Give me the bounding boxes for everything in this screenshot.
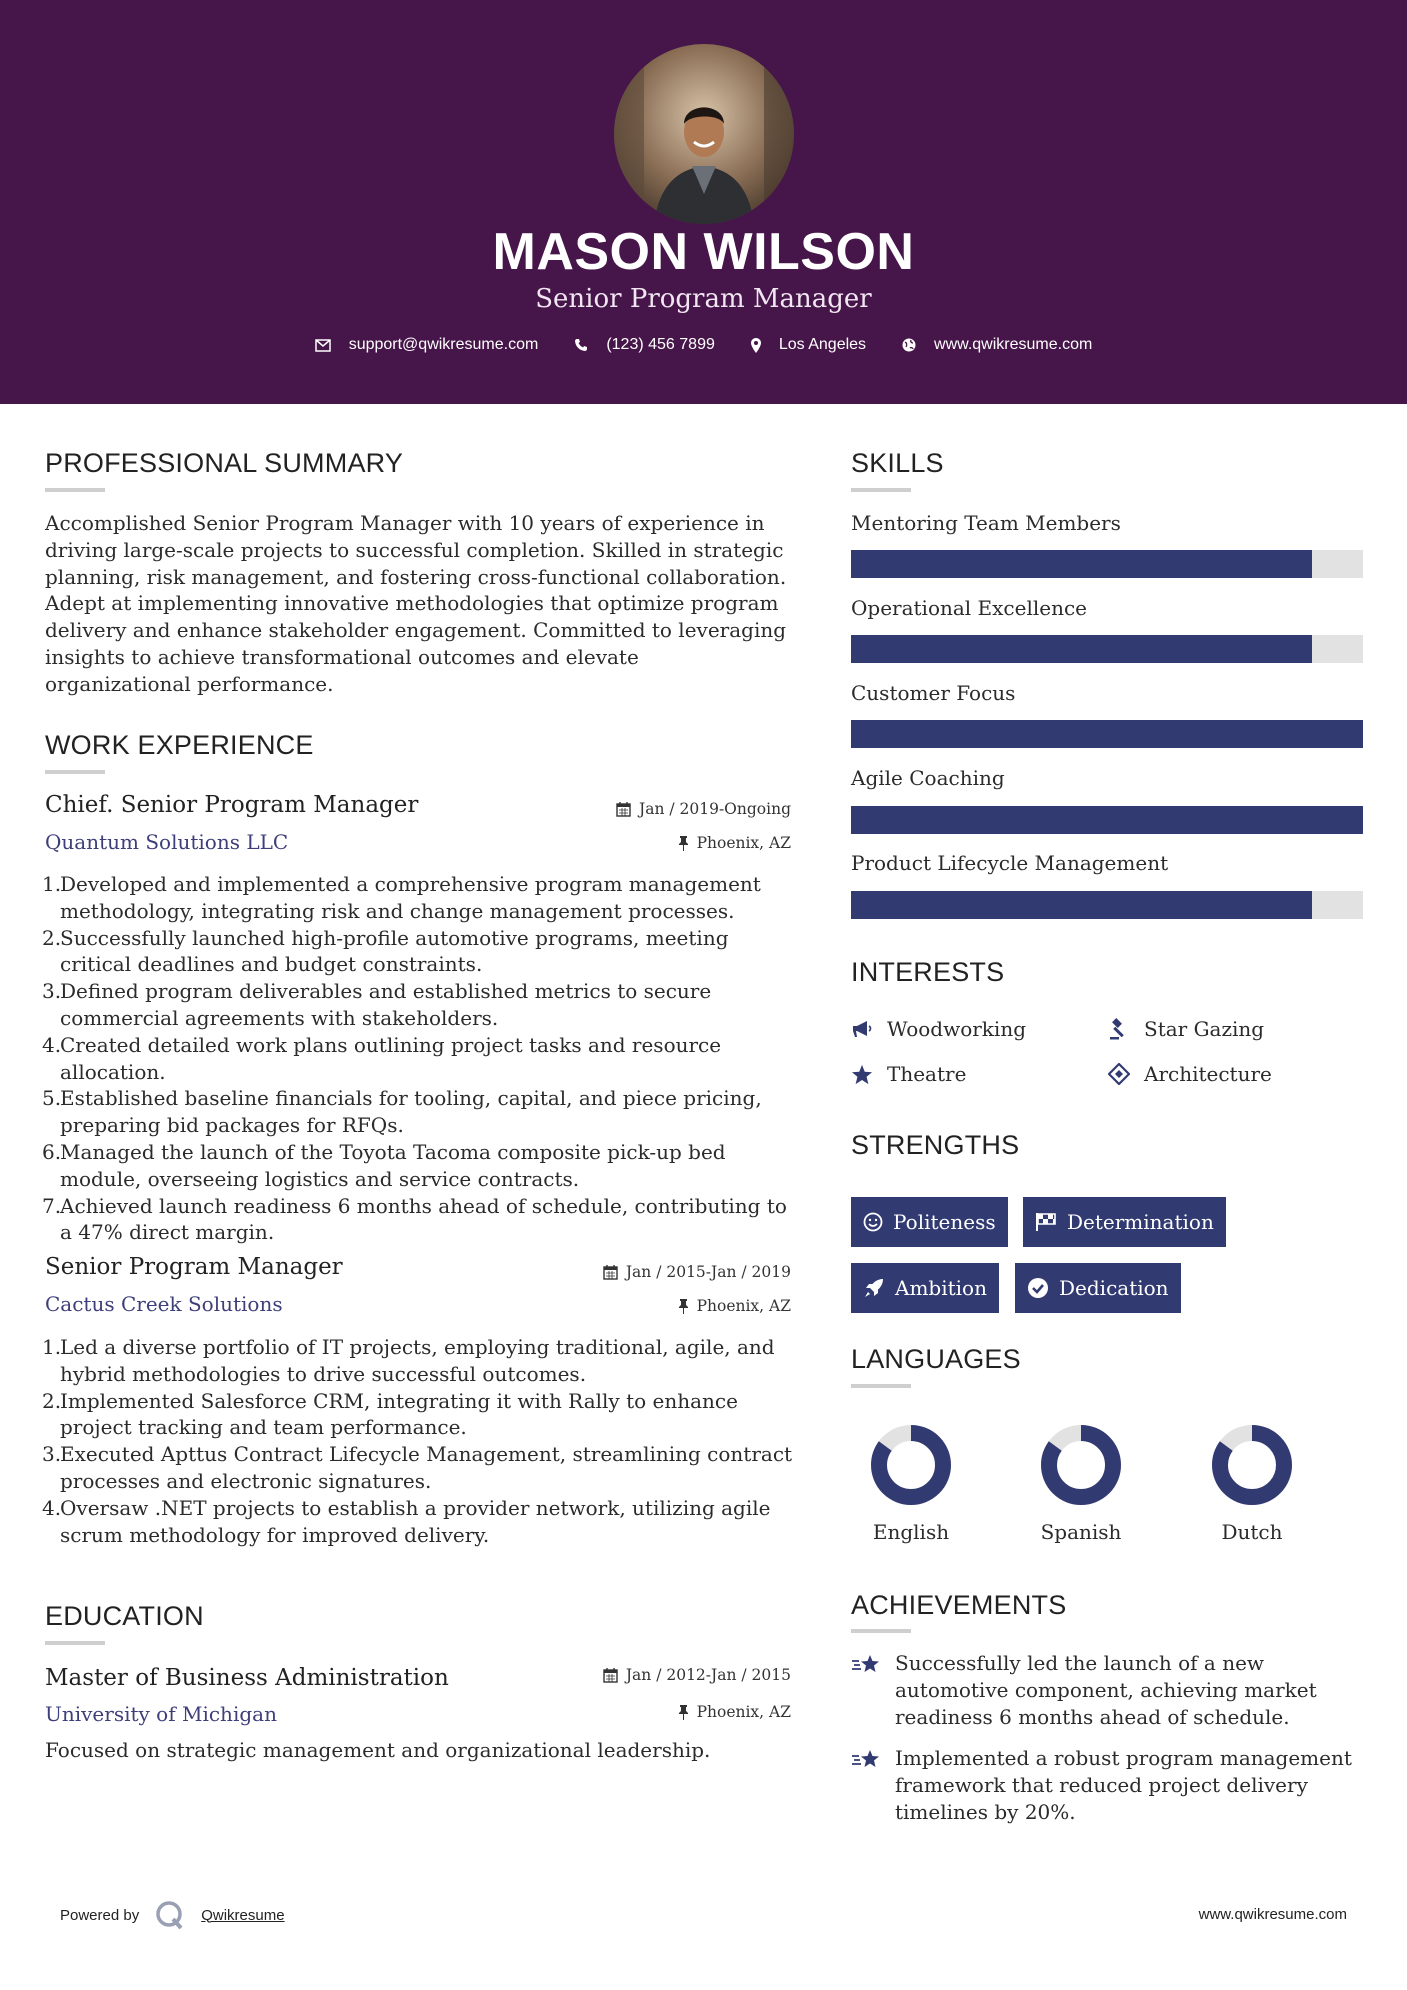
degree-title: Master of Business Administration	[45, 1665, 449, 1691]
strength-label: Determination	[1067, 1210, 1214, 1234]
education-description: Focused on strategic management and organizational leadership.	[45, 1738, 711, 1762]
list-item: 3. Executed Apttus Contract Lifecycle Management, streamlining contract processes and electronic signatures.	[42, 1442, 793, 1493]
interests-heading: INTERESTS	[851, 957, 1005, 987]
pushpin-icon	[678, 836, 689, 851]
interest-item	[851, 1062, 966, 1086]
list-item: 1. Led a diverse portfolio of IT projects, employing traditional, agile, and hybrid methodologies to drive successful outcomes.	[42, 1335, 775, 1386]
contact-website[interactable]	[902, 336, 1092, 354]
powered-by-text: Powered by	[60, 1906, 140, 1924]
map-pin-icon	[751, 338, 761, 353]
job-location-text: Phoenix, AZ	[696, 834, 791, 852]
list-item: 4. Created detailed work plans outlining project tasks and resource allocation.	[42, 1032, 722, 1084]
star-icon	[851, 1064, 873, 1085]
footer-website[interactable]: www.qwikresume.com	[1198, 1906, 1347, 1923]
interest-label: Woodworking	[887, 1017, 1027, 1041]
flag-icon	[1035, 1212, 1057, 1232]
contact-location-text: Los Angeles	[778, 336, 867, 353]
pushpin-icon	[678, 1299, 689, 1314]
skill-bar	[851, 550, 1363, 578]
job-location-text: Phoenix, AZ	[696, 1297, 791, 1315]
contact-email-text: support@qwikresume.com	[348, 336, 539, 353]
candidate-title: Senior Program Manager	[535, 284, 872, 314]
education-dates	[500, 1666, 791, 1684]
rocket-icon	[863, 1277, 885, 1299]
achievement-item	[851, 1650, 1371, 1730]
gavel-icon	[1108, 1018, 1130, 1040]
interest-item	[1108, 1017, 1264, 1041]
contact-website-text: www.qwikresume.com	[934, 336, 1093, 353]
skills-heading: SKILLS	[851, 448, 944, 478]
experience-heading: WORK EXPERIENCE	[45, 730, 314, 760]
job-title: Chief. Senior Program Manager	[45, 792, 419, 818]
check-circle-icon	[1027, 1277, 1049, 1299]
shooting-star-icon	[851, 1652, 883, 1678]
language-item	[1192, 1420, 1312, 1544]
list-item: 7. Achieved launch readiness 6 months ahead of schedule, contributing to a 47% direct margin.	[42, 1193, 787, 1245]
contact-bar	[0, 336, 1407, 354]
list-item: 6. Managed the launch of the Toyota Tacoma composite pick-up bed module, overseeing logistics and service contracts.	[42, 1139, 726, 1191]
skill-name: Operational Excellence	[851, 596, 1088, 620]
strength-badge	[851, 1263, 999, 1313]
achievement-text: Implemented a robust program management framework that reduced project delivery timelines by 20%.	[895, 1746, 1352, 1824]
megaphone-icon	[851, 1019, 873, 1039]
interest-item	[851, 1017, 1026, 1041]
skill-bar-fill	[851, 806, 1363, 834]
candidate-name: MASON WILSON	[492, 223, 915, 281]
summary-underline	[45, 488, 105, 492]
list-item: 3. Defined program deliverables and established metrics to secure commercial agreements with stakeholders.	[42, 979, 712, 1030]
list-item: 2. Implemented Salesforce CRM, integrating it with Rally to enhance project tracking and team performance.	[42, 1388, 738, 1440]
job-title: Senior Program Manager	[45, 1254, 343, 1280]
language-label: Spanish	[1040, 1520, 1122, 1544]
languages-underline	[851, 1384, 911, 1388]
calendar-icon	[603, 1668, 618, 1683]
education-location	[500, 1703, 791, 1721]
contact-phone-text: (123) 456 7899	[606, 336, 715, 353]
language-item	[1021, 1420, 1141, 1544]
list-item: 4. Oversaw .NET projects to establish a provider network, utilizing agile scrum methodology for improved delivery.	[42, 1495, 771, 1547]
education-heading: EDUCATION	[45, 1601, 204, 1631]
skills-underline	[851, 488, 911, 492]
ticket-icon	[1108, 1063, 1130, 1085]
job-dates-text: Jan / 2015-Jan / 2019	[625, 1263, 791, 1281]
contact-email[interactable]	[315, 336, 539, 354]
brand-link[interactable]: Qwikresume	[201, 1906, 285, 1924]
language-item	[851, 1420, 971, 1544]
language-label: Dutch	[1221, 1520, 1283, 1544]
shooting-star-icon	[851, 1747, 883, 1773]
envelope-icon	[315, 339, 331, 352]
interest-label: Architecture	[1144, 1062, 1272, 1086]
strengths-heading: STRENGTHS	[851, 1130, 1020, 1160]
job-dates	[500, 1263, 791, 1281]
strength-badge	[851, 1197, 1008, 1247]
footer-powered-by	[60, 1900, 285, 1930]
job-location	[500, 834, 791, 852]
strength-badge	[1015, 1263, 1181, 1313]
skill-bar	[851, 720, 1363, 748]
strength-label: Politeness	[893, 1210, 996, 1234]
summary-heading: PROFESSIONAL SUMMARY	[45, 448, 404, 478]
skill-name: Agile Coaching	[851, 766, 1005, 790]
skill-bar	[851, 806, 1363, 834]
language-donut	[1036, 1420, 1126, 1510]
job-dates-text: Jan / 2019-Ongoing	[638, 800, 791, 818]
list-item: 2. Successfully launched high-profile automotive programs, meeting critical deadlines and budget constraints.	[42, 925, 729, 977]
skill-name: Product Lifecycle Management	[851, 851, 1169, 875]
company-name: Cactus Creek Solutions	[45, 1292, 283, 1316]
interest-item	[1108, 1062, 1272, 1086]
profile-photo	[614, 44, 794, 224]
calendar-icon	[603, 1265, 618, 1280]
interest-label: Theatre	[887, 1062, 967, 1086]
qwikresume-logo-icon	[153, 1900, 187, 1930]
job-location	[500, 1297, 791, 1315]
contact-location	[751, 336, 866, 354]
interest-label: Star Gazing	[1144, 1017, 1265, 1041]
skill-bar	[851, 891, 1363, 919]
pushpin-icon	[678, 1705, 689, 1720]
school-name: University of Michigan	[45, 1702, 277, 1726]
skill-name: Customer Focus	[851, 681, 1016, 705]
skill-bar	[851, 635, 1363, 663]
experience-underline	[45, 770, 105, 774]
job-bullets	[42, 1334, 802, 1548]
achievements-underline	[851, 1629, 911, 1633]
resume-header	[0, 0, 1407, 404]
contact-phone[interactable]	[574, 336, 715, 354]
language-donut	[1207, 1420, 1297, 1510]
achievement-item	[851, 1745, 1371, 1825]
phone-icon	[574, 338, 588, 352]
achievement-text: Successfully led the launch of a new automotive component, achieving market readiness 6 months ahead of schedule.	[895, 1651, 1317, 1729]
list-item: 5. Established baseline financials for tooling, capital, and piece pricing, preparing bid packages for RFQs.	[42, 1086, 762, 1138]
languages-heading: LANGUAGES	[851, 1344, 1021, 1374]
education-dates-text: Jan / 2012-Jan / 2015	[625, 1666, 791, 1684]
strength-label: Ambition	[895, 1276, 987, 1300]
achievements-heading: ACHIEVEMENTS	[851, 1590, 1067, 1620]
skill-name: Mentoring Team Members	[851, 511, 1121, 535]
job-dates	[500, 800, 791, 818]
list-item: 1. Developed and implemented a comprehensive program management methodology, integrating risk and change management processes.	[42, 872, 761, 923]
language-label: English	[872, 1520, 950, 1544]
job-bullets	[42, 871, 802, 1246]
strength-badge	[1023, 1197, 1226, 1247]
education-underline	[45, 1641, 105, 1645]
smile-icon	[863, 1212, 883, 1232]
globe-icon	[902, 338, 916, 352]
skill-bar-fill	[851, 720, 1363, 748]
skill-bar-fill	[851, 635, 1312, 663]
calendar-icon	[616, 802, 631, 817]
skill-bar-fill	[851, 550, 1312, 578]
company-name: Quantum Solutions LLC	[45, 830, 289, 854]
skill-bar-fill	[851, 891, 1312, 919]
education-location-text: Phoenix, AZ	[696, 1703, 791, 1721]
summary-text: Accomplished Senior Program Manager with 10 years of experience in driving large-scale projects to successful completion. Skilled in strategic planning, risk management, and fostering cross-functional collaboration. Adept at implementing innovative methodologies that optimize program delivery and enhance stakeholder engagement. Committed to leveraging insights to achieve transformational outcomes and elevate organizational performance.	[45, 511, 787, 696]
language-donut	[866, 1420, 956, 1510]
strength-label: Dedication	[1059, 1276, 1169, 1300]
